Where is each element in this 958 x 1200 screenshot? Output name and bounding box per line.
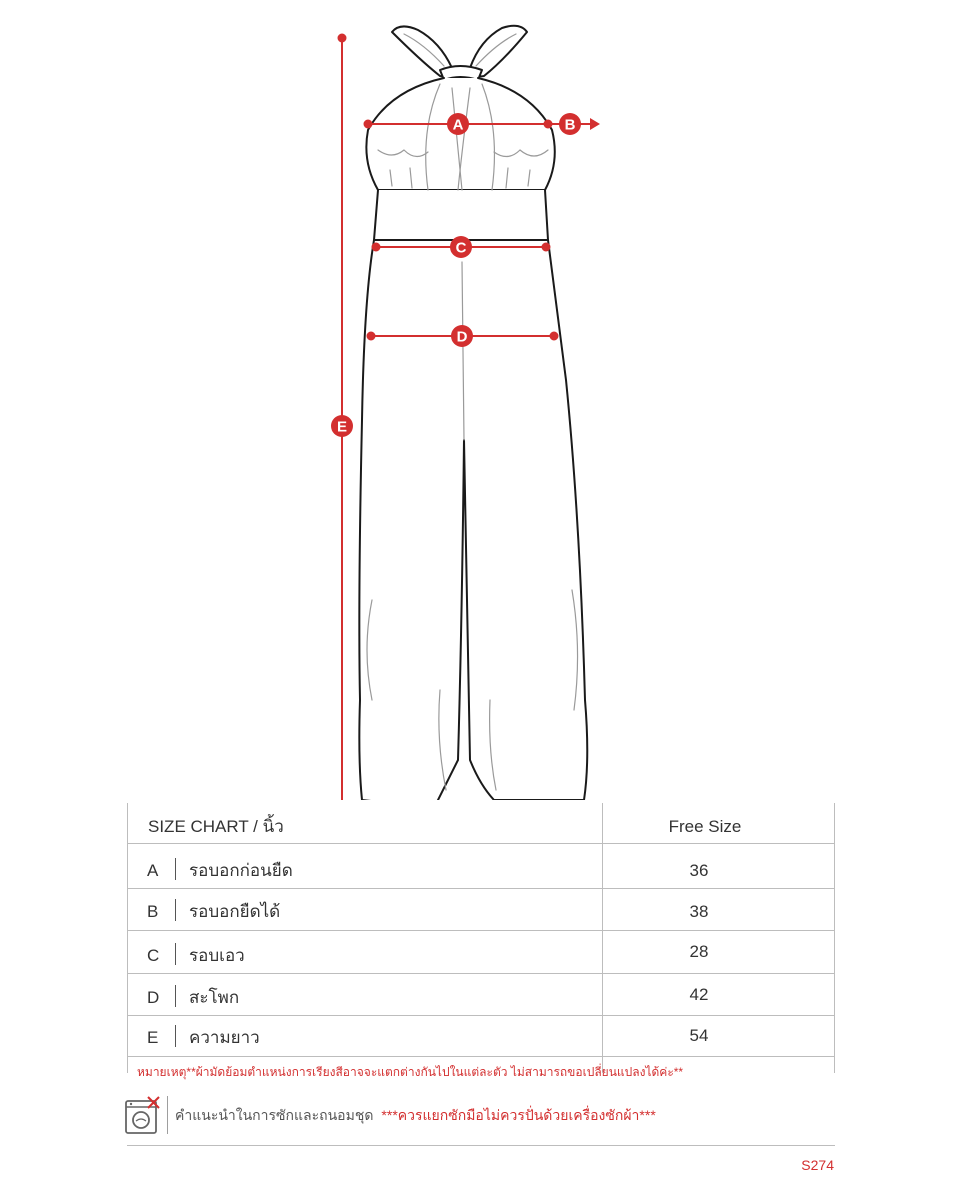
table-rule [127, 930, 835, 931]
care-warning: ***ควรแยกซักมือไม่ควรปั่นด้วยเครื่องซักผ้า*** [381, 1107, 656, 1123]
svg-text:C: C [455, 239, 467, 257]
size-note: หมายเหตุ**ผ้ามัดย้อมตำแหน่งการเรียงสีอาจจะแตกต่างกันไปในแต่ละตัว ไม่สามารถขอเปลี่ยนแปลงได้ค่ะ** [137, 1065, 684, 1079]
table-rule [127, 1015, 835, 1016]
care-separator [167, 1096, 168, 1134]
svg-text:E: E [336, 418, 348, 436]
row-letter: D [147, 988, 160, 1007]
marker-a [447, 113, 469, 135]
row-label: สะโพก [189, 988, 240, 1007]
row-value: 28 [689, 942, 709, 961]
row-value: 38 [689, 902, 709, 921]
row-separator [175, 1025, 176, 1047]
table-rule [127, 973, 835, 974]
svg-text:B: B [564, 116, 576, 134]
marker-c [450, 236, 472, 258]
row-label: รอบอกยืดได้ [189, 902, 281, 921]
row-letter: B [147, 902, 159, 921]
table-rule [127, 888, 835, 889]
row-value: 42 [689, 985, 709, 1004]
row-label: รอบเอว [189, 946, 245, 965]
bottom-divider [127, 1145, 835, 1146]
row-label: รอบอกก่อนยืด [189, 861, 293, 880]
table-rule [127, 1056, 835, 1057]
table-header-label: SIZE CHART / นิ้ว [148, 817, 284, 836]
row-separator [175, 858, 176, 880]
marker-d [451, 325, 473, 347]
row-separator [175, 899, 176, 921]
marker-e [331, 415, 353, 437]
row-letter: A [147, 861, 159, 880]
row-value: 54 [689, 1026, 709, 1045]
svg-text:A: A [452, 116, 464, 134]
row-letter: E [147, 1028, 159, 1047]
marker-b [559, 113, 581, 135]
row-separator [175, 985, 176, 1007]
table-header-size: Free Size [668, 817, 742, 836]
table-rule [127, 843, 835, 844]
row-value: 36 [689, 861, 709, 880]
row-label: ความยาว [189, 1028, 260, 1047]
row-separator [175, 943, 176, 965]
product-code: S274 [801, 1157, 834, 1173]
row-letter: C [147, 946, 160, 965]
svg-text:D: D [456, 328, 468, 346]
care-instructions [175, 1105, 656, 1127]
washing-machine-crossed-icon [124, 1096, 162, 1136]
care-label: คำแนะนำในการซักและถนอมชุด [175, 1107, 374, 1123]
